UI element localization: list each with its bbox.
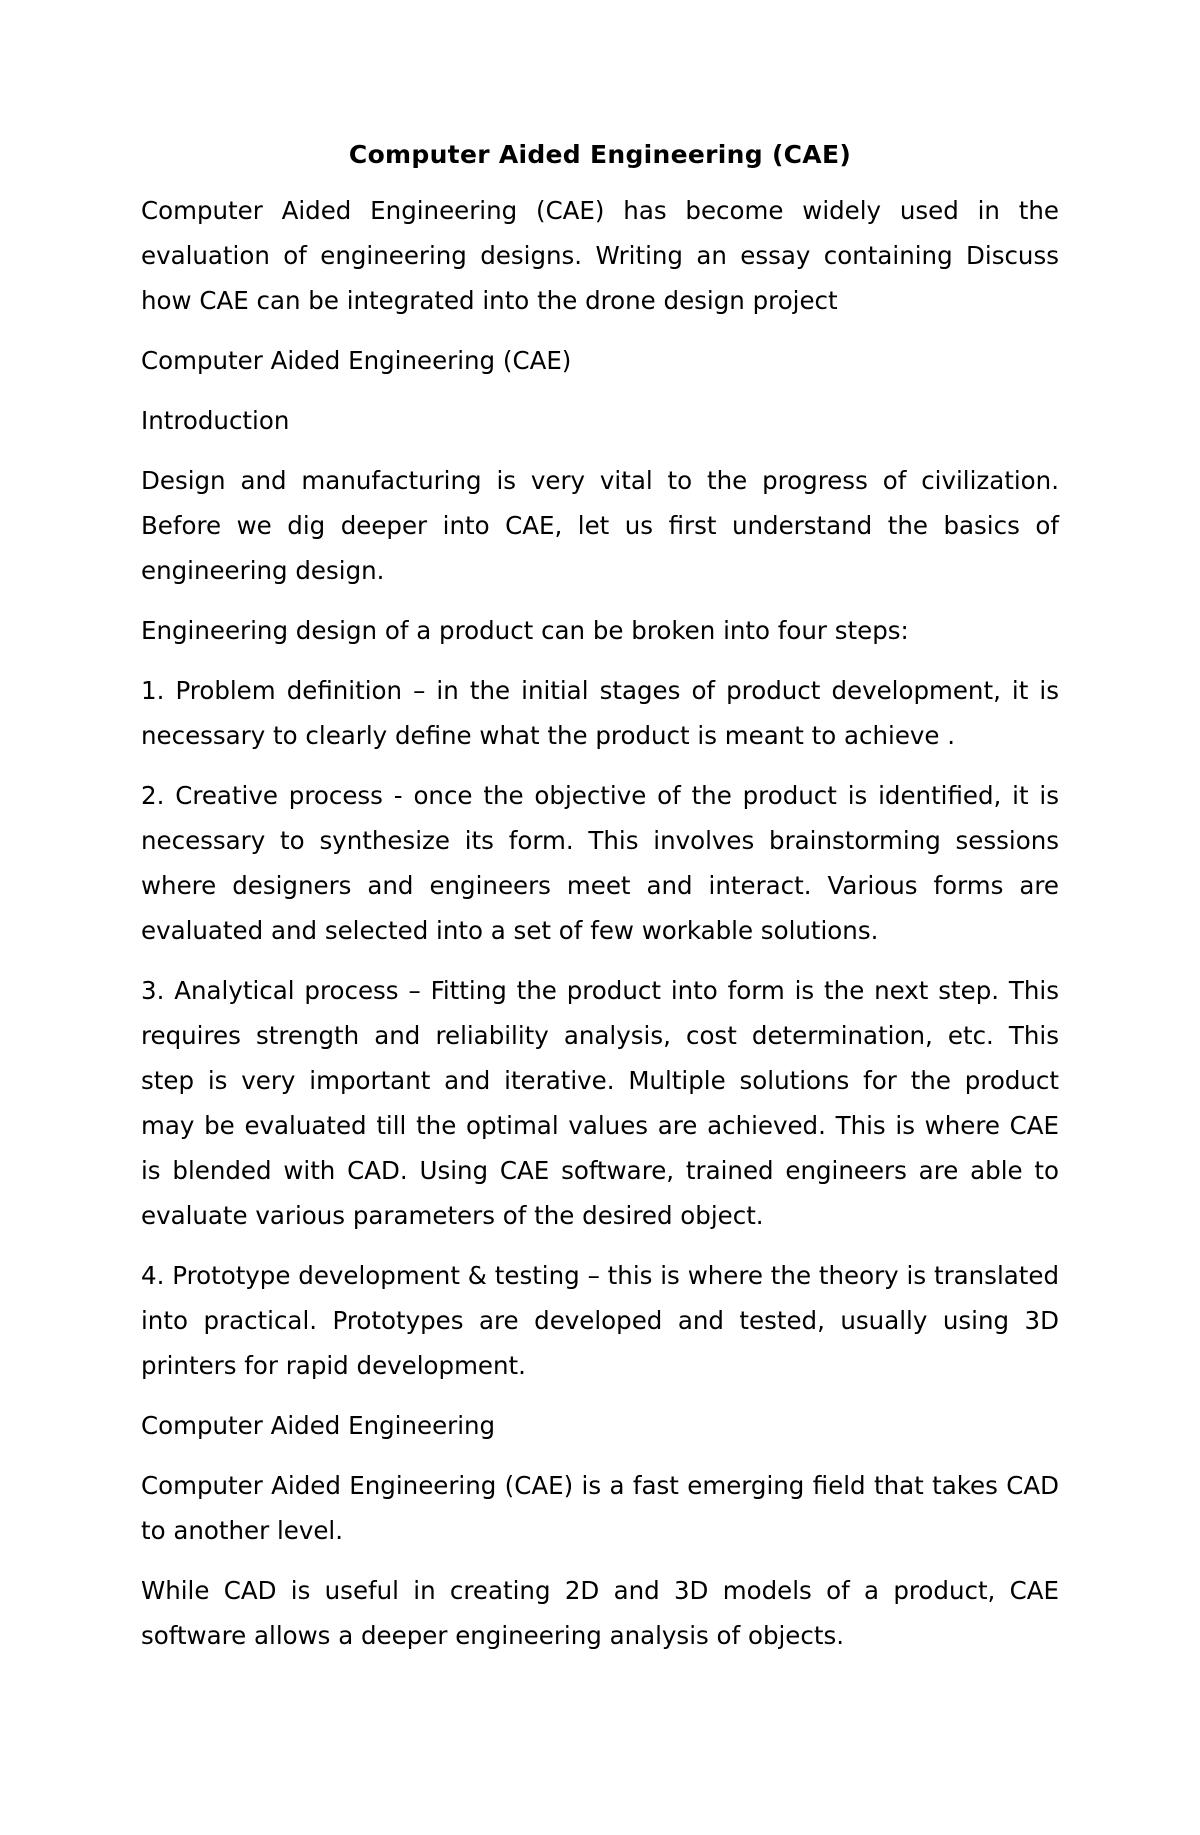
- paragraph-design-manufacturing: Design and manufacturing is very vital to the progress of civilization. Before we dig deeper into CAE, let us first understand the basics of engineering design.: [141, 466, 1059, 585]
- section-heading-computer-aided-engineering: Computer Aided Engineering: [141, 1411, 496, 1440]
- list-item-analytical-process: 3. Analytical process – Fitting the product into form is the next step. This requires strength and reliability analysis, cost determination, etc. This step is very important and iterative. Multiple solutions for the product may be evaluated till the optimal values are achieved. This is where CAE is blended with CAD. Using CAE software, trained engineers are able to evaluate various parameters of the desired object.: [141, 976, 1059, 1230]
- list-item-problem-definition: 1. Problem definition – in the initial stages of product development, it is necessary to clearly define what the product is meant to achieve .: [141, 676, 1059, 750]
- list-item-prototype-development: 4. Prototype development & testing – this is where the theory is translated into practical. Prototypes are developed and tested, usually using 3D printers for rapid development.: [141, 1261, 1059, 1380]
- section-heading-cae: Computer Aided Engineering (CAE): [141, 346, 572, 375]
- list-item-creative-process: 2. Creative process - once the objective of the product is identified, it is necessary to synthesize its form. This involves brainstorming sessions where designers and engineers meet and interact. Various forms are evaluated and selected into a set of few workable solutions.: [141, 781, 1059, 945]
- paragraph-cae-emerging-field: Computer Aided Engineering (CAE) is a fast emerging field that takes CAD to another level.: [141, 1471, 1059, 1545]
- paragraph-cad-vs-cae: While CAD is useful in creating 2D and 3D models of a product, CAE software allows a deeper engineering analysis of objects.: [141, 1576, 1059, 1650]
- paragraph-four-steps: Engineering design of a product can be broken into four steps:: [141, 616, 909, 645]
- section-heading-introduction: Introduction: [141, 406, 290, 435]
- paragraph-intro: Computer Aided Engineering (CAE) has become widely used in the evaluation of engineering designs. Writing an essay containing Discuss how CAE can be integrated into the drone design project: [141, 196, 1059, 315]
- document-title: Computer Aided Engineering (CAE): [348, 140, 852, 169]
- document-page: [141, 140, 1059, 1673]
